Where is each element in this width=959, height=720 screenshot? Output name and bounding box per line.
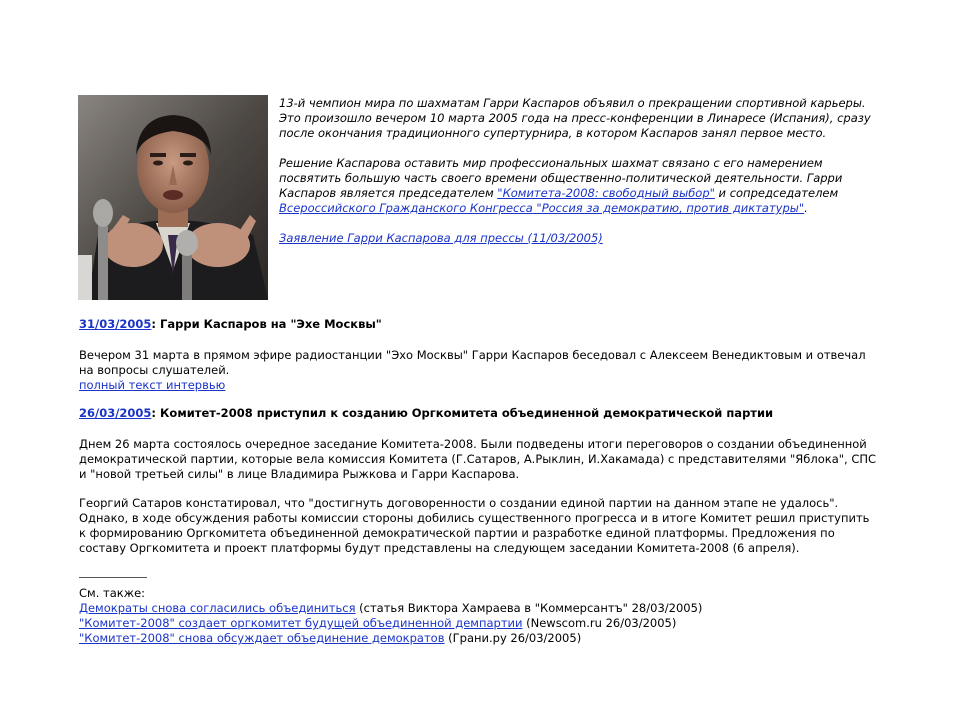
see-also-source: (Newscom.ru 26/03/2005) <box>522 616 677 630</box>
news-item <box>79 406 879 556</box>
intro-p2-end: . <box>804 201 808 215</box>
see-also <box>79 586 879 646</box>
see-also-link[interactable]: "Комитет-2008" создает оргкомитет будущей объединенной демпартии <box>79 616 523 630</box>
intro-p2-mid: и сопредседателем <box>714 186 839 200</box>
news-body: Георгий Сатаров констатировал, что "достигнуть договоренности о создании единой партии на данном этапе не удалось". Однако, в ходе обсуждения работы комиссии стороны добились существенного прогресса и в итоге Комитет решил приступить к формированию Оргкомитета объединенной демократической партии и разработке единой платформы. Предложения по составу Оргкомитета и проект платформы будут представлены на следующем заседании Комитета-2008 (6 апреля). <box>79 496 870 555</box>
full-interview-link[interactable]: полный текст интервью <box>79 378 226 392</box>
news-list <box>79 317 879 646</box>
divider <box>79 577 147 578</box>
news-item <box>79 317 879 393</box>
news-headline <box>79 406 879 421</box>
see-also-label: См. также: <box>79 586 146 600</box>
see-also-link[interactable]: Демократы снова согласились объединиться <box>79 601 356 615</box>
committee-2008-link[interactable]: "Комитета-2008: свободный выбор" <box>497 186 715 200</box>
news-date-link[interactable]: 26/03/2005 <box>79 406 152 420</box>
kasparov-photo <box>78 95 268 300</box>
news-title: : Комитет-2008 приступил к созданию Оргкомитета объединенной демократической партии <box>151 406 774 420</box>
intro-text <box>279 96 879 261</box>
photo-illustration <box>78 95 268 300</box>
see-also-link[interactable]: "Комитет-2008" снова обсуждает объединение демократов <box>79 631 445 645</box>
see-also-item <box>79 616 879 631</box>
news-body: Вечером 31 марта в прямом эфире радиостанции "Эхо Москвы" Гарри Каспаров беседовал с Алексеем Венедиктовым и отвечал на вопросы слушателей. <box>79 348 866 377</box>
see-also-source: (статья Виктора Хамраева в "Коммерсантъ" 28/03/2005) <box>355 601 703 615</box>
intro-paragraph-2 <box>279 156 879 216</box>
news-more <box>79 378 879 393</box>
see-also-item <box>79 601 879 616</box>
news-title: : Гарри Каспаров на "Эхе Москвы" <box>151 317 382 331</box>
civil-congress-link[interactable]: Всероссийского Гражданского Конгресса "Россия за демократию, против диктатуры" <box>279 201 805 215</box>
news-headline <box>79 317 879 332</box>
press-statement-link[interactable]: Заявление Гарри Каспарова для прессы (11/03/2005) <box>279 231 603 245</box>
news-date-link[interactable]: 31/03/2005 <box>79 317 152 331</box>
intro-p2-pre: Решение Каспарова оставить мир профессиональных шахмат связано с его намерением посвятить большую часть своего времени общественно-политической деятельности. Гарри Каспаров является председателем <box>279 156 843 200</box>
intro-paragraph-1: 13-й чемпион мира по шахматам Гарри Каспаров объявил о прекращении спортивной карьеры. Это произошло вечером 10 марта 2005 года на пресс-конференции в Линаресе (Испания), сразу после окончания традиционного супертурнира, в котором Каспаров занял первое место. <box>279 96 871 140</box>
news-body: Днем 26 марта состоялось очередное заседание Комитета-2008. Были подведены итоги переговоров о создании объединенной демократической партии, которые вела комиссия Комитета (Г.Сатаров, А.Рыклин, И.Хакамада) с представителями "Яблока", СПС и "новой третьей силы" в лице Владимира Рыжкова и Гарри Каспарова. <box>79 437 877 481</box>
intro-paragraph-3 <box>279 231 879 246</box>
see-also-source: (Грани.ру 26/03/2005) <box>444 631 582 645</box>
see-also-item <box>79 631 879 646</box>
